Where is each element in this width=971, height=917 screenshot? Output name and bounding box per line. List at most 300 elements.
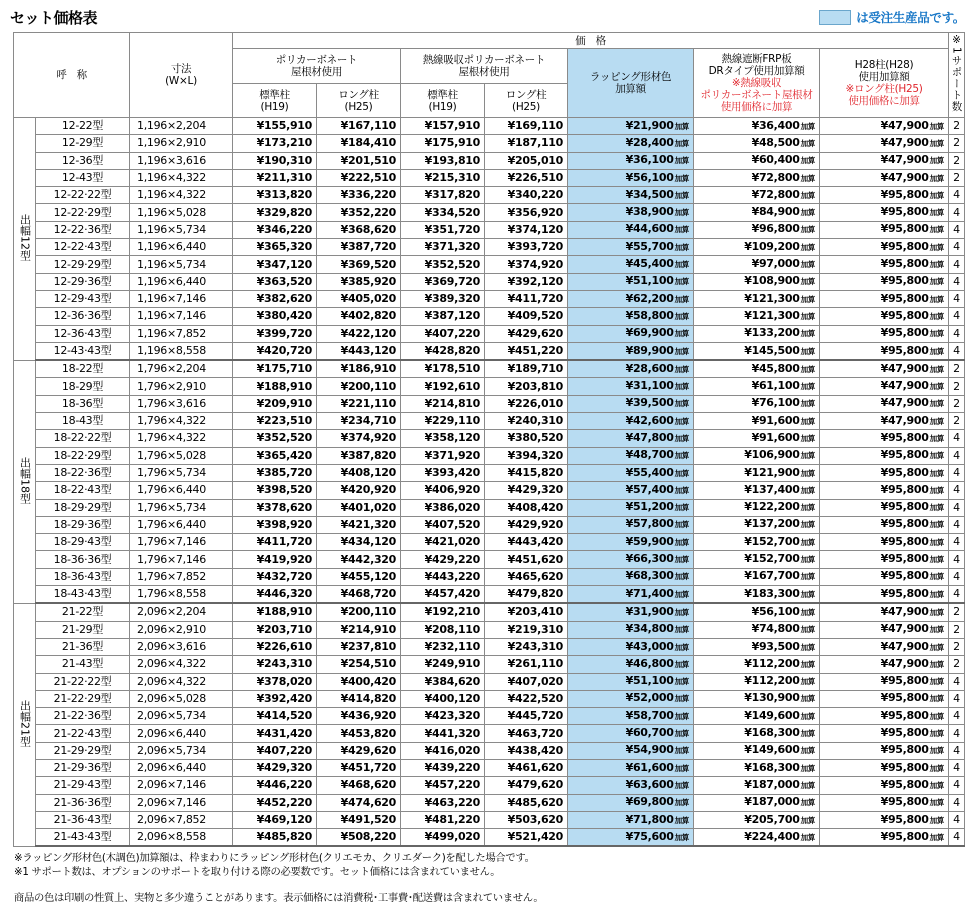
cell-h28: ¥95,800加算 bbox=[820, 239, 949, 256]
cell-size: 2,096×4,322 bbox=[130, 656, 233, 673]
cell-heat-long: ¥226,010 bbox=[485, 395, 568, 412]
cell-support: 2 bbox=[949, 378, 965, 395]
cell-support: 4 bbox=[949, 273, 965, 290]
cell-heat-long: ¥429,920 bbox=[485, 516, 568, 533]
cell-h28: ¥95,800加算 bbox=[820, 829, 949, 847]
table-row bbox=[14, 621, 965, 638]
cell-heat-std: ¥386,020 bbox=[401, 499, 485, 516]
header-h28: H28柱(H28) 使用加算額 ※ロング柱(H25) 使用価格に加算 bbox=[820, 49, 949, 118]
cell-support: 4 bbox=[949, 811, 965, 828]
cell-name: 18-29型 bbox=[36, 378, 130, 395]
cell-size: 2,096×6,440 bbox=[130, 759, 233, 776]
table-row bbox=[14, 118, 965, 135]
header-poly: ポリカーボネート 屋根材使用 bbox=[233, 49, 401, 84]
cell-heat-std: ¥428,820 bbox=[401, 342, 485, 360]
table-row bbox=[14, 759, 965, 776]
cell-frp: ¥61,100加算 bbox=[694, 378, 820, 395]
cell-name: 21-36型 bbox=[36, 638, 130, 655]
cell-heat-long: ¥219,310 bbox=[485, 621, 568, 638]
table-row bbox=[14, 464, 965, 481]
cell-size: 1,196×5,734 bbox=[130, 221, 233, 238]
cell-frp: ¥187,000加算 bbox=[694, 777, 820, 794]
cell-heat-std: ¥351,720 bbox=[401, 221, 485, 238]
cell-h28: ¥95,800加算 bbox=[820, 342, 949, 360]
cell-poly-std: ¥155,910 bbox=[233, 118, 317, 135]
header-heat: 熱線吸収ポリカーボネート 屋根材使用 bbox=[401, 49, 568, 84]
cell-h28: ¥95,800加算 bbox=[820, 673, 949, 690]
cell-poly-std: ¥352,520 bbox=[233, 430, 317, 447]
cell-poly-long: ¥374,920 bbox=[317, 430, 401, 447]
cell-heat-std: ¥407,220 bbox=[401, 325, 485, 342]
cell-h28: ¥95,800加算 bbox=[820, 256, 949, 273]
cell-heat-long: ¥521,420 bbox=[485, 829, 568, 847]
legend bbox=[819, 8, 965, 26]
cell-name: 21-29·36型 bbox=[36, 759, 130, 776]
cell-poly-long: ¥468,720 bbox=[317, 586, 401, 604]
cell-poly-long: ¥420,920 bbox=[317, 482, 401, 499]
cell-support: 4 bbox=[949, 447, 965, 464]
cell-frp: ¥133,200加算 bbox=[694, 325, 820, 342]
table-row bbox=[14, 794, 965, 811]
cell-heat-long: ¥429,320 bbox=[485, 482, 568, 499]
cell-heat-std: ¥192,610 bbox=[401, 378, 485, 395]
cell-poly-long: ¥385,920 bbox=[317, 273, 401, 290]
header-heat-std: 標準柱 (H19) bbox=[401, 84, 485, 118]
cell-frp: ¥106,900加算 bbox=[694, 447, 820, 464]
cell-heat-long: ¥445,720 bbox=[485, 708, 568, 725]
cell-h28: ¥95,800加算 bbox=[820, 759, 949, 776]
cell-size: 1,196×2,204 bbox=[130, 118, 233, 135]
table-row bbox=[14, 135, 965, 152]
cell-support: 2 bbox=[949, 603, 965, 621]
cell-heat-long: ¥393,720 bbox=[485, 239, 568, 256]
cell-h28: ¥95,800加算 bbox=[820, 794, 949, 811]
table-row bbox=[14, 187, 965, 204]
table-row bbox=[14, 568, 965, 585]
cell-name: 12-36·36型 bbox=[36, 308, 130, 325]
cell-h28: ¥95,800加算 bbox=[820, 811, 949, 828]
cell-poly-std: ¥420,720 bbox=[233, 342, 317, 360]
cell-heat-std: ¥334,520 bbox=[401, 204, 485, 221]
cell-name: 21-36·43型 bbox=[36, 811, 130, 828]
table-row bbox=[14, 204, 965, 221]
cell-frp: ¥149,600加算 bbox=[694, 708, 820, 725]
table-row bbox=[14, 378, 965, 395]
cell-poly-long: ¥442,320 bbox=[317, 551, 401, 568]
cell-wrap: ¥28,400加算 bbox=[568, 135, 694, 152]
note-support: ※1 サポート数は、オプションのサポートを取り付ける際の必要数です。セット価格には含まれていません。 bbox=[14, 866, 501, 878]
cell-poly-std: ¥414,520 bbox=[233, 708, 317, 725]
cell-size: 2,096×7,146 bbox=[130, 777, 233, 794]
note-wrap: ※ラッピング形材色(木調色)加算額は、枠まわりにラッピング形材色(クリエモカ、クリエダーク)を配した場合です。 bbox=[14, 852, 535, 864]
cell-poly-long: ¥508,220 bbox=[317, 829, 401, 847]
cell-support: 2 bbox=[949, 169, 965, 186]
cell-wrap: ¥43,000加算 bbox=[568, 638, 694, 655]
cell-poly-long: ¥214,910 bbox=[317, 621, 401, 638]
cell-size: 2,096×8,558 bbox=[130, 829, 233, 847]
cell-frp: ¥121,300加算 bbox=[694, 308, 820, 325]
cell-support: 4 bbox=[949, 464, 965, 481]
cell-frp: ¥74,800加算 bbox=[694, 621, 820, 638]
cell-support: 4 bbox=[949, 742, 965, 759]
cell-wrap: ¥51,100加算 bbox=[568, 273, 694, 290]
cell-h28: ¥47,900加算 bbox=[820, 152, 949, 169]
cell-poly-std: ¥175,710 bbox=[233, 360, 317, 378]
cell-wrap: ¥38,900加算 bbox=[568, 204, 694, 221]
cell-frp: ¥109,200加算 bbox=[694, 239, 820, 256]
cell-wrap: ¥45,400加算 bbox=[568, 256, 694, 273]
cell-poly-long: ¥414,820 bbox=[317, 690, 401, 707]
header-heat-long: ロング柱 (H25) bbox=[485, 84, 568, 118]
cell-support: 2 bbox=[949, 152, 965, 169]
cell-support: 4 bbox=[949, 221, 965, 238]
cell-poly-std: ¥243,310 bbox=[233, 656, 317, 673]
cell-size: 1,196×5,028 bbox=[130, 204, 233, 221]
cell-heat-long: ¥226,510 bbox=[485, 169, 568, 186]
cell-frp: ¥76,100加算 bbox=[694, 395, 820, 412]
cell-wrap: ¥28,600加算 bbox=[568, 360, 694, 378]
cell-heat-std: ¥439,220 bbox=[401, 759, 485, 776]
group-label: 出幅18型 bbox=[14, 360, 36, 603]
cell-support: 2 bbox=[949, 413, 965, 430]
cell-frp: ¥112,200加算 bbox=[694, 656, 820, 673]
cell-frp: ¥56,100加算 bbox=[694, 603, 820, 621]
cell-h28: ¥95,800加算 bbox=[820, 777, 949, 794]
cell-size: 1,196×3,616 bbox=[130, 152, 233, 169]
cell-name: 21-29型 bbox=[36, 621, 130, 638]
table-row bbox=[14, 413, 965, 430]
cell-wrap: ¥68,300加算 bbox=[568, 568, 694, 585]
price-table bbox=[13, 32, 965, 847]
header-support: ※1サポート数 bbox=[949, 33, 965, 118]
cell-heat-long: ¥409,520 bbox=[485, 308, 568, 325]
cell-name: 18-22·29型 bbox=[36, 447, 130, 464]
cell-heat-std: ¥429,220 bbox=[401, 551, 485, 568]
cell-h28: ¥95,800加算 bbox=[820, 204, 949, 221]
cell-heat-long: ¥451,220 bbox=[485, 342, 568, 360]
table-row bbox=[14, 342, 965, 360]
cell-poly-std: ¥347,120 bbox=[233, 256, 317, 273]
cell-heat-long: ¥189,710 bbox=[485, 360, 568, 378]
header-poly-long: ロング柱 (H25) bbox=[317, 84, 401, 118]
cell-poly-std: ¥419,920 bbox=[233, 551, 317, 568]
cell-frp: ¥183,300加算 bbox=[694, 586, 820, 604]
cell-size: 2,096×5,734 bbox=[130, 742, 233, 759]
cell-poly-std: ¥452,220 bbox=[233, 794, 317, 811]
cell-size: 2,096×5,028 bbox=[130, 690, 233, 707]
cell-size: 1,196×4,322 bbox=[130, 169, 233, 186]
header-poly-std: 標準柱 (H19) bbox=[233, 84, 317, 118]
cell-name: 12-29·29型 bbox=[36, 256, 130, 273]
cell-wrap: ¥71,400加算 bbox=[568, 586, 694, 604]
cell-frp: ¥93,500加算 bbox=[694, 638, 820, 655]
cell-poly-long: ¥221,110 bbox=[317, 395, 401, 412]
cell-size: 1,196×6,440 bbox=[130, 273, 233, 290]
cell-name: 21-22·29型 bbox=[36, 690, 130, 707]
table-row bbox=[14, 516, 965, 533]
cell-frp: ¥121,300加算 bbox=[694, 290, 820, 307]
cell-size: 1,796×7,852 bbox=[130, 568, 233, 585]
cell-heat-long: ¥187,110 bbox=[485, 135, 568, 152]
cell-support: 4 bbox=[949, 516, 965, 533]
header-wrap: ラッピング形材色 加算額 bbox=[568, 49, 694, 118]
cell-frp: ¥167,700加算 bbox=[694, 568, 820, 585]
cell-wrap: ¥56,100加算 bbox=[568, 169, 694, 186]
cell-poly-std: ¥385,720 bbox=[233, 464, 317, 481]
cell-size: 1,796×8,558 bbox=[130, 586, 233, 604]
cell-wrap: ¥39,500加算 bbox=[568, 395, 694, 412]
cell-poly-std: ¥398,920 bbox=[233, 516, 317, 533]
cell-wrap: ¥69,900加算 bbox=[568, 325, 694, 342]
cell-heat-std: ¥421,020 bbox=[401, 534, 485, 551]
notes bbox=[14, 851, 535, 879]
cell-heat-std: ¥192,210 bbox=[401, 603, 485, 621]
cell-name: 12-22·22型 bbox=[36, 187, 130, 204]
cell-frp: ¥91,600加算 bbox=[694, 413, 820, 430]
cell-h28: ¥95,800加算 bbox=[820, 308, 949, 325]
cell-poly-long: ¥421,320 bbox=[317, 516, 401, 533]
cell-frp: ¥72,800加算 bbox=[694, 187, 820, 204]
cell-name: 21-22·43型 bbox=[36, 725, 130, 742]
cell-poly-std: ¥365,420 bbox=[233, 447, 317, 464]
cell-size: 1,196×5,734 bbox=[130, 256, 233, 273]
cell-support: 2 bbox=[949, 360, 965, 378]
cell-poly-std: ¥380,420 bbox=[233, 308, 317, 325]
cell-poly-std: ¥209,910 bbox=[233, 395, 317, 412]
cell-name: 12-29型 bbox=[36, 135, 130, 152]
cell-name: 21-22型 bbox=[36, 603, 130, 621]
cell-h28: ¥47,900加算 bbox=[820, 395, 949, 412]
cell-support: 4 bbox=[949, 586, 965, 604]
cell-h28: ¥95,800加算 bbox=[820, 482, 949, 499]
cell-support: 4 bbox=[949, 708, 965, 725]
cell-poly-std: ¥346,220 bbox=[233, 221, 317, 238]
cell-support: 4 bbox=[949, 325, 965, 342]
cell-wrap: ¥89,900加算 bbox=[568, 342, 694, 360]
cell-poly-std: ¥407,220 bbox=[233, 742, 317, 759]
cell-frp: ¥137,400加算 bbox=[694, 482, 820, 499]
table-row bbox=[14, 708, 965, 725]
cell-wrap: ¥71,800加算 bbox=[568, 811, 694, 828]
cell-wrap: ¥63,600加算 bbox=[568, 777, 694, 794]
cell-h28: ¥95,800加算 bbox=[820, 499, 949, 516]
cell-name: 12-22·43型 bbox=[36, 239, 130, 256]
header-name: 呼 称 bbox=[14, 33, 130, 118]
cell-size: 1,196×7,146 bbox=[130, 290, 233, 307]
cell-wrap: ¥54,900加算 bbox=[568, 742, 694, 759]
cell-heat-long: ¥415,820 bbox=[485, 464, 568, 481]
cell-heat-std: ¥457,420 bbox=[401, 586, 485, 604]
cell-heat-long: ¥205,010 bbox=[485, 152, 568, 169]
cell-name: 12-36·43型 bbox=[36, 325, 130, 342]
cell-support: 4 bbox=[949, 534, 965, 551]
cell-poly-std: ¥223,510 bbox=[233, 413, 317, 430]
cell-name: 12-36型 bbox=[36, 152, 130, 169]
cell-poly-std: ¥363,520 bbox=[233, 273, 317, 290]
cell-poly-long: ¥336,220 bbox=[317, 187, 401, 204]
cell-heat-long: ¥451,620 bbox=[485, 551, 568, 568]
cell-wrap: ¥47,800加算 bbox=[568, 430, 694, 447]
cell-h28: ¥47,900加算 bbox=[820, 656, 949, 673]
cell-heat-long: ¥485,620 bbox=[485, 794, 568, 811]
cell-size: 1,196×8,558 bbox=[130, 342, 233, 360]
cell-frp: ¥91,600加算 bbox=[694, 430, 820, 447]
cell-poly-long: ¥443,120 bbox=[317, 342, 401, 360]
cell-wrap: ¥34,500加算 bbox=[568, 187, 694, 204]
cell-heat-std: ¥249,910 bbox=[401, 656, 485, 673]
cell-h28: ¥95,800加算 bbox=[820, 690, 949, 707]
table-row bbox=[14, 152, 965, 169]
cell-poly-std: ¥429,320 bbox=[233, 759, 317, 776]
cell-heat-long: ¥443,420 bbox=[485, 534, 568, 551]
cell-heat-long: ¥203,410 bbox=[485, 603, 568, 621]
cell-h28: ¥95,800加算 bbox=[820, 430, 949, 447]
table-row bbox=[14, 656, 965, 673]
cell-size: 1,796×6,440 bbox=[130, 482, 233, 499]
cell-poly-long: ¥200,110 bbox=[317, 603, 401, 621]
table-row bbox=[14, 221, 965, 238]
cell-poly-long: ¥451,720 bbox=[317, 759, 401, 776]
table-row bbox=[14, 360, 965, 378]
cell-size: 1,196×6,440 bbox=[130, 239, 233, 256]
table-row bbox=[14, 308, 965, 325]
cell-frp: ¥72,800加算 bbox=[694, 169, 820, 186]
cell-size: 1,796×6,440 bbox=[130, 516, 233, 533]
cell-size: 1,796×7,146 bbox=[130, 534, 233, 551]
cell-size: 2,096×7,146 bbox=[130, 794, 233, 811]
cell-frp: ¥152,700加算 bbox=[694, 534, 820, 551]
cell-support: 4 bbox=[949, 204, 965, 221]
cell-heat-std: ¥371,920 bbox=[401, 447, 485, 464]
cell-heat-long: ¥356,920 bbox=[485, 204, 568, 221]
cell-name: 12-43型 bbox=[36, 169, 130, 186]
cell-frp: ¥205,700加算 bbox=[694, 811, 820, 828]
cell-name: 21-29·43型 bbox=[36, 777, 130, 794]
cell-heat-std: ¥457,220 bbox=[401, 777, 485, 794]
cell-size: 1,196×7,146 bbox=[130, 308, 233, 325]
cell-h28: ¥47,900加算 bbox=[820, 638, 949, 655]
table-row bbox=[14, 673, 965, 690]
cell-support: 4 bbox=[949, 239, 965, 256]
cell-poly-long: ¥237,810 bbox=[317, 638, 401, 655]
cell-frp: ¥152,700加算 bbox=[694, 551, 820, 568]
cell-heat-long: ¥438,420 bbox=[485, 742, 568, 759]
cell-h28: ¥47,900加算 bbox=[820, 603, 949, 621]
header-frp: 熱線遮断FRP板 DRタイプ使用加算額 ※熱線吸収 ポリカーボネート屋根材 使用価格に加算 bbox=[694, 49, 820, 118]
cell-heat-long: ¥243,310 bbox=[485, 638, 568, 655]
cell-poly-long: ¥468,620 bbox=[317, 777, 401, 794]
table-body bbox=[14, 118, 965, 847]
cell-heat-std: ¥389,320 bbox=[401, 290, 485, 307]
cell-heat-long: ¥408,420 bbox=[485, 499, 568, 516]
cell-heat-long: ¥380,520 bbox=[485, 430, 568, 447]
cell-support: 2 bbox=[949, 395, 965, 412]
cell-heat-std: ¥443,220 bbox=[401, 568, 485, 585]
table-row bbox=[14, 499, 965, 516]
cell-heat-std: ¥175,910 bbox=[401, 135, 485, 152]
cell-h28: ¥95,800加算 bbox=[820, 534, 949, 551]
cell-poly-long: ¥368,620 bbox=[317, 221, 401, 238]
cell-wrap: ¥42,600加算 bbox=[568, 413, 694, 430]
cell-support: 4 bbox=[949, 568, 965, 585]
cell-heat-long: ¥465,620 bbox=[485, 568, 568, 585]
cell-poly-long: ¥491,520 bbox=[317, 811, 401, 828]
cell-size: 1,796×5,734 bbox=[130, 499, 233, 516]
cell-poly-long: ¥436,920 bbox=[317, 708, 401, 725]
table-row bbox=[14, 603, 965, 621]
cell-name: 21-22·22型 bbox=[36, 673, 130, 690]
cell-poly-long: ¥222,510 bbox=[317, 169, 401, 186]
table-row bbox=[14, 430, 965, 447]
cell-poly-long: ¥184,410 bbox=[317, 135, 401, 152]
cell-support: 4 bbox=[949, 829, 965, 847]
cell-heat-std: ¥358,120 bbox=[401, 430, 485, 447]
cell-heat-std: ¥215,310 bbox=[401, 169, 485, 186]
cell-heat-long: ¥392,120 bbox=[485, 273, 568, 290]
cell-heat-std: ¥481,220 bbox=[401, 811, 485, 828]
table-row bbox=[14, 638, 965, 655]
cell-h28: ¥95,800加算 bbox=[820, 273, 949, 290]
cell-support: 2 bbox=[949, 118, 965, 135]
cell-frp: ¥130,900加算 bbox=[694, 690, 820, 707]
cell-poly-std: ¥432,720 bbox=[233, 568, 317, 585]
cell-h28: ¥47,900加算 bbox=[820, 135, 949, 152]
cell-poly-std: ¥446,220 bbox=[233, 777, 317, 794]
cell-heat-std: ¥441,320 bbox=[401, 725, 485, 742]
cell-frp: ¥122,200加算 bbox=[694, 499, 820, 516]
cell-wrap: ¥55,700加算 bbox=[568, 239, 694, 256]
cell-h28: ¥95,800加算 bbox=[820, 325, 949, 342]
cell-poly-std: ¥378,620 bbox=[233, 499, 317, 516]
cell-wrap: ¥51,100加算 bbox=[568, 673, 694, 690]
cell-heat-long: ¥429,620 bbox=[485, 325, 568, 342]
cell-size: 2,096×4,322 bbox=[130, 673, 233, 690]
cell-poly-long: ¥453,820 bbox=[317, 725, 401, 742]
cell-name: 12-29·43型 bbox=[36, 290, 130, 307]
table-row bbox=[14, 482, 965, 499]
cell-wrap: ¥34,800加算 bbox=[568, 621, 694, 638]
cell-poly-std: ¥399,720 bbox=[233, 325, 317, 342]
cell-heat-std: ¥369,720 bbox=[401, 273, 485, 290]
cell-heat-std: ¥407,520 bbox=[401, 516, 485, 533]
cell-heat-long: ¥411,720 bbox=[485, 290, 568, 307]
cell-poly-long: ¥401,020 bbox=[317, 499, 401, 516]
cell-wrap: ¥58,700加算 bbox=[568, 708, 694, 725]
cell-size: 1,796×7,146 bbox=[130, 551, 233, 568]
cell-h28: ¥95,800加算 bbox=[820, 568, 949, 585]
table-row bbox=[14, 742, 965, 759]
cell-poly-std: ¥211,310 bbox=[233, 169, 317, 186]
cell-frp: ¥224,400加算 bbox=[694, 829, 820, 847]
cell-poly-long: ¥369,520 bbox=[317, 256, 401, 273]
cell-h28: ¥47,900加算 bbox=[820, 360, 949, 378]
cell-support: 4 bbox=[949, 187, 965, 204]
cell-heat-long: ¥240,310 bbox=[485, 413, 568, 430]
cell-heat-std: ¥393,420 bbox=[401, 464, 485, 481]
cell-heat-std: ¥178,510 bbox=[401, 360, 485, 378]
cell-heat-std: ¥499,020 bbox=[401, 829, 485, 847]
cell-name: 21-29·29型 bbox=[36, 742, 130, 759]
cell-poly-long: ¥434,120 bbox=[317, 534, 401, 551]
cell-heat-std: ¥387,120 bbox=[401, 308, 485, 325]
cell-size: 2,096×3,616 bbox=[130, 638, 233, 655]
cell-heat-long: ¥169,110 bbox=[485, 118, 568, 135]
cell-poly-std: ¥188,910 bbox=[233, 378, 317, 395]
cell-frp: ¥84,900加算 bbox=[694, 204, 820, 221]
cell-wrap: ¥75,600加算 bbox=[568, 829, 694, 847]
cell-frp: ¥137,200加算 bbox=[694, 516, 820, 533]
cell-heat-std: ¥193,810 bbox=[401, 152, 485, 169]
